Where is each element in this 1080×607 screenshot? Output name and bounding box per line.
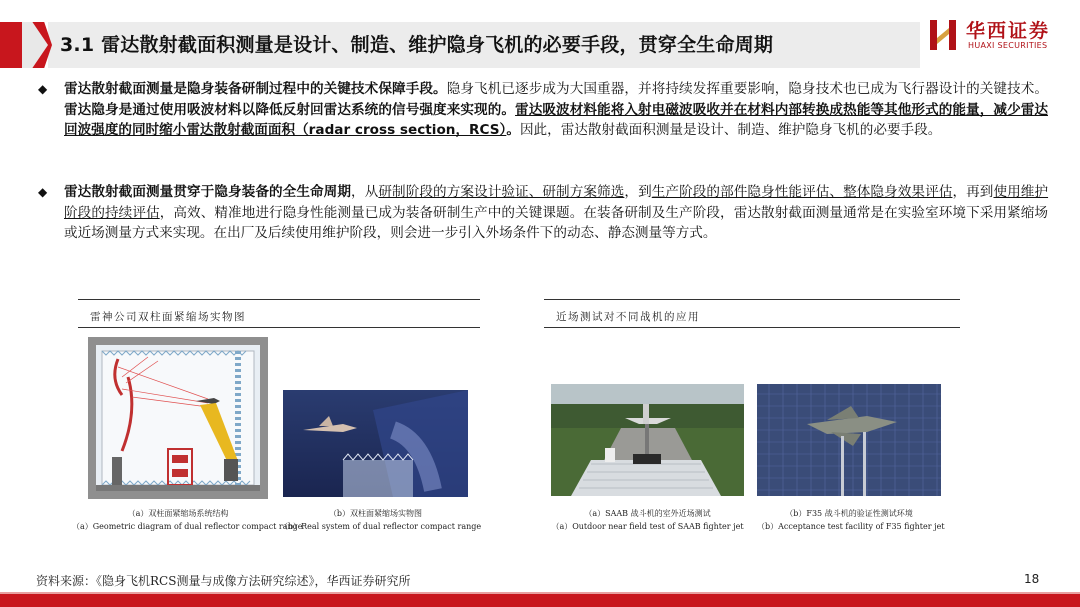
figure-left-title: 雷神公司双柱面紧缩场实物图 — [90, 311, 246, 323]
para2-lead: 雷达散射截面测量贯穿于隐身装备的全生命周期 — [64, 184, 352, 200]
figure-left-caption-b-en: （b）Real system of dual reflector compact range — [280, 522, 482, 531]
para2-text3: ，再到 — [952, 184, 994, 200]
figure-left-bottom-rule — [78, 327, 480, 328]
para2-u2: 生产阶段的部件隐身性能评估、整体隐身效果评估 — [651, 184, 953, 200]
figure-right-caption-b-cn: （b）F35 战斗机的验证性测试环境 — [785, 509, 913, 518]
figure-right-caption-a-en: （a）Outdoor near field test of SAAB fighter jet — [551, 522, 744, 531]
figure-left-caption-a-cn: （a）双柱面紧缩场系统结构 — [127, 509, 229, 518]
para1-underlined: 雷达吸波材料能将入射电磁波吸收并在材料内部转换成热能等其他形式的能量，减少雷达回波强度的同时缩小雷达散射截面面积（radar cross section，RCS） — [64, 101, 1048, 138]
para1-mid-bold: 雷达隐身是通过使用吸波材料以降低反射回雷达系统的信号强度来实现的。 — [64, 101, 516, 118]
para2-text4: ，高效、精准地进行隐身性能测量已成为装备研制生产中的关键课题。在装备研制及生产阶段，雷达散射截面测量通常是在实验室环境下采用紧缩场或近场测量方式来实现。在出厂及后续使用维护阶段，则会进一步引入外场条件下的动态、静态测量等方式。 — [64, 204, 1049, 241]
page-title: 3.1 雷达散射截面积测量是设计、制造、维护隐身飞机的必要手段，贯穿全生命周期 — [60, 34, 774, 56]
figure-left-caption-a-en: （a）Geometric diagram of dual reflector compact range — [72, 522, 303, 531]
company-logo — [928, 16, 1068, 56]
footer-bar — [0, 594, 1080, 607]
figure-right-top-rule — [544, 299, 960, 300]
bullet-icon: ◆ — [38, 185, 48, 199]
para1-text1: 隐身飞机已逐步成为大国重器，并将持续发挥重要影响，隐身技术也已成为飞行器设计的关键技术。 — [446, 81, 1049, 97]
bullet-icon: ◆ — [38, 82, 48, 96]
bullet-paragraph-2 — [38, 182, 1048, 244]
paragraph-1-text — [64, 79, 1048, 141]
compact-range-diagram-image — [88, 337, 268, 499]
huaxi-logo-icon — [928, 18, 958, 52]
paragraph-2-text — [64, 182, 1048, 244]
logo-text-en: HUAXI SECURITIES — [968, 41, 1048, 50]
logo-text-cn: 华西证券 — [966, 20, 1051, 42]
figure-right-bottom-rule — [544, 327, 960, 328]
figure-right-title: 近场测试对不同战机的应用 — [556, 311, 700, 323]
para1-end-punct: 。 — [506, 122, 520, 138]
para2-text1: ，从 — [351, 184, 379, 200]
para1-text2: 因此，雷达散射截面积测量是设计、制造、维护隐身飞机的必要手段。 — [519, 122, 942, 138]
para2-u3: 使用维护阶段的持续评估 — [64, 184, 1049, 221]
f35-test-facility-image — [757, 384, 941, 496]
compact-range-photo-image — [283, 390, 468, 497]
saab-outdoor-test-image — [551, 384, 744, 496]
para2-text2: ，到 — [624, 184, 652, 200]
figure-left-top-rule — [78, 299, 480, 300]
page-number: 18 — [1024, 572, 1040, 586]
para2-u1: 研制阶段的方案设计验证、研制方案筛选 — [378, 184, 625, 200]
para1-lead: 雷达散射截面测量是隐身装备研制过程中的关键技术保障手段。 — [64, 81, 447, 97]
bullet-paragraph-1 — [38, 79, 1048, 141]
figure-left-caption-b-cn: （b）双柱面紧缩场实物图 — [328, 509, 423, 518]
source-note: 资料来源：《隐身飞机RCS测量与成像方法研究综述》，华西证券研究所 — [36, 574, 411, 588]
figure-right-caption-a-cn: （a）SAAB 战斗机的室外近场测试 — [584, 509, 711, 518]
figure-right-caption-b-en: （b）Acceptance test facility of F35 fighter jet — [757, 522, 945, 531]
